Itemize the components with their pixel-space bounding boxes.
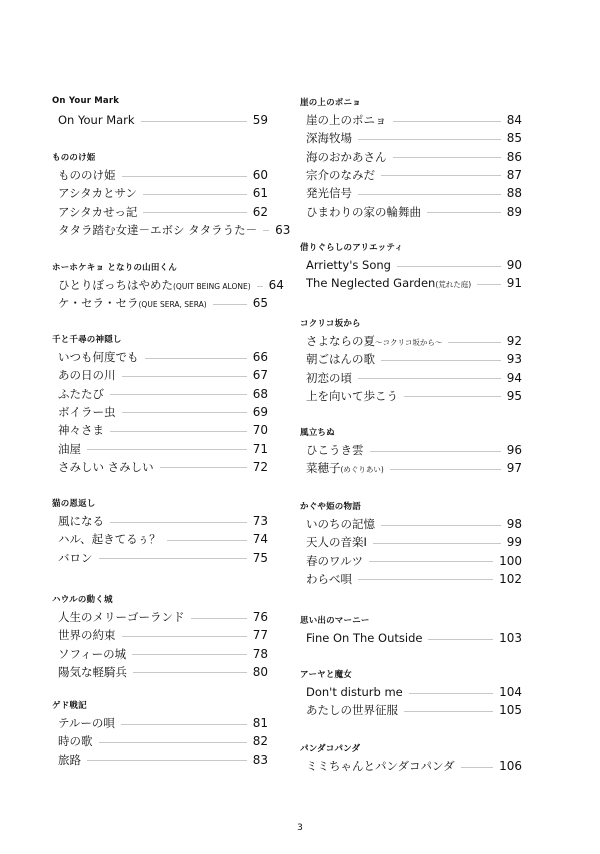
entry-title-text: さみしい さみしい <box>58 459 154 474</box>
leader-line <box>122 376 247 377</box>
entry-page-number: 97 <box>506 461 522 476</box>
leader-line <box>381 525 501 526</box>
section-title: ホーホケキョ となりの山田くん <box>52 263 177 273</box>
toc-entry <box>306 369 522 387</box>
entry-title-text: 時の歌 <box>58 734 93 749</box>
entry-title <box>58 277 251 293</box>
toc-entry <box>58 421 268 439</box>
entry-page-number: 65 <box>252 296 268 311</box>
entry-title <box>58 664 127 680</box>
entry-title-text: バロン <box>58 550 93 565</box>
toc-entry <box>58 184 268 202</box>
entry-title-text: 朝ごはんの歌 <box>306 352 375 367</box>
toc-entry <box>306 701 522 719</box>
leader-line <box>191 618 247 619</box>
leader-line <box>121 724 247 725</box>
entry-title <box>306 351 375 367</box>
entry-title-text: 天人の音楽Ⅰ <box>306 535 367 550</box>
leader-line <box>110 431 247 432</box>
entry-title-text: ケ・セラ・セラ <box>58 296 139 311</box>
entry-page-number: 72 <box>252 459 268 474</box>
entry-title-text: 陽気な軽騎兵 <box>58 664 127 679</box>
section-title: 千と千尋の神隠し <box>52 335 122 345</box>
leader-line <box>358 194 501 195</box>
leader-line <box>393 157 501 158</box>
entry-title-text: On Your Mark <box>58 113 135 127</box>
entry-subtitle: (QUIT BEING ALONE) <box>173 282 251 291</box>
entry-title <box>306 112 387 128</box>
toc-entry <box>306 111 522 129</box>
toc-entry <box>58 276 284 294</box>
section-title: 借りぐらしのアリエッティ <box>300 243 404 253</box>
entry-page-number: 85 <box>506 131 522 146</box>
entry-title-text: 深海牧場 <box>306 131 352 146</box>
entry-title-text: ひまわりの家の輪舞曲 <box>306 204 421 219</box>
entry-title <box>306 442 364 458</box>
entry-title-text: 発光信号 <box>306 186 352 201</box>
toc-entry <box>58 221 291 239</box>
toc-entry <box>306 533 522 551</box>
leader-line <box>122 636 247 637</box>
section-title: 猫の恩返し <box>52 499 96 509</box>
entry-title <box>58 646 126 662</box>
leader-line <box>110 522 247 523</box>
entry-page-number: 104 <box>499 685 522 699</box>
leader-line <box>99 558 247 559</box>
entry-page-number: 71 <box>252 441 268 456</box>
leader-line <box>381 360 501 361</box>
entry-title <box>306 204 421 220</box>
toc-entry <box>306 274 522 292</box>
entry-page-number: 63 <box>275 222 291 237</box>
leader-line <box>143 212 246 213</box>
leader-line <box>390 469 501 470</box>
entry-page-number: 69 <box>252 404 268 419</box>
section-title: アーヤと魔女 <box>300 670 352 680</box>
toc-entry <box>58 385 268 403</box>
entry-title <box>58 204 137 220</box>
entry-page-number: 88 <box>506 186 522 201</box>
toc-entry <box>58 645 268 663</box>
section-title: ハウルの動く城 <box>52 595 113 605</box>
entry-title <box>58 367 116 383</box>
entry-page-number: 99 <box>506 535 522 550</box>
entry-title <box>58 715 115 731</box>
leader-line <box>132 654 247 655</box>
entry-page-number: 94 <box>506 370 522 385</box>
leader-line <box>145 358 247 359</box>
entry-title <box>58 733 93 749</box>
entry-title-text: あたしの世界征服 <box>306 703 398 718</box>
entry-page-number: 106 <box>499 759 522 773</box>
leader-line <box>87 760 247 761</box>
entry-title-text: ひとりぼっちはやめた <box>58 278 173 292</box>
leader-line <box>257 286 263 287</box>
entry-title <box>58 441 81 457</box>
leader-line <box>477 284 501 285</box>
entry-page-number: 78 <box>252 646 268 661</box>
entry-page-number: 98 <box>506 517 522 531</box>
entry-title-text: もののけ姫 <box>58 168 116 182</box>
entry-title <box>306 553 363 569</box>
entry-title-text: 風になる <box>58 514 104 528</box>
entry-title-text: いのちの記憶 <box>306 517 375 531</box>
entry-page-number: 73 <box>252 514 268 528</box>
toc-entry <box>58 458 268 476</box>
toc-entry <box>306 570 522 588</box>
leader-line <box>404 396 501 397</box>
section-title: 風立ちぬ <box>300 428 335 438</box>
leader-line <box>358 378 501 379</box>
entry-page-number: 83 <box>252 752 268 767</box>
entry-title-text: 海のおかあさん <box>306 149 387 164</box>
leader-line <box>461 767 494 768</box>
toc-entry <box>58 440 268 458</box>
entry-page-number: 70 <box>252 423 268 438</box>
entry-title-text: 菜穂子 <box>306 461 341 476</box>
leader-line <box>358 579 493 580</box>
leader-line <box>263 230 269 231</box>
entry-title-text: ひこうき雲 <box>306 443 364 457</box>
toc-entry <box>58 294 268 312</box>
entry-page-number: 90 <box>506 258 522 272</box>
section-title: パンダコパンダ <box>300 744 361 754</box>
entry-title-text: 春のワルツ <box>306 553 364 568</box>
entry-title <box>58 386 104 402</box>
toc-entry <box>306 256 522 274</box>
entry-title <box>306 685 403 699</box>
entry-title-text: Don't disturb me <box>306 685 403 699</box>
entry-title <box>306 534 367 550</box>
toc-entry <box>306 515 522 533</box>
toc-entry <box>58 663 268 681</box>
toc-entry <box>58 203 268 221</box>
entry-title-text: The Neglected Garden <box>306 276 436 291</box>
entry-page-number: 103 <box>499 631 522 645</box>
entry-title <box>58 513 104 529</box>
toc-entry <box>306 459 522 477</box>
leader-line <box>393 121 501 122</box>
toc-entry <box>58 549 268 567</box>
entry-page-number: 93 <box>506 352 522 367</box>
section-title: もののけ姫 <box>52 153 96 163</box>
entry-title <box>58 422 104 438</box>
entry-title <box>58 295 207 311</box>
entry-title-text: 世界の約束 <box>58 628 116 643</box>
entry-title-text: あの日の川 <box>58 368 116 383</box>
toc-entry <box>58 403 268 421</box>
toc-entry <box>306 629 522 647</box>
entry-title <box>306 370 352 386</box>
toc-entry <box>306 441 522 459</box>
leader-line <box>122 176 247 177</box>
entry-page-number: 96 <box>506 443 522 457</box>
entry-title <box>306 758 455 774</box>
entry-page-number: 68 <box>252 386 268 401</box>
entry-subtitle: (めぐりあい) <box>340 465 384 475</box>
entry-title <box>58 222 257 238</box>
entry-page-number: 100 <box>499 553 522 568</box>
entry-title-text: アシタカせっ記 <box>58 204 138 219</box>
entry-title <box>58 404 116 420</box>
entry-page-number: 84 <box>506 113 522 127</box>
toc-entry <box>58 111 268 129</box>
entry-subtitle: (QUE SERA, SERA) <box>138 300 207 310</box>
entry-title-text: ハル、起きてるぅ？ <box>58 532 161 547</box>
toc-entry <box>306 552 522 570</box>
entry-title-text: タタラ踏む女達－エボシ タタラうた－ <box>58 222 258 237</box>
entry-page-number: 89 <box>506 204 522 219</box>
toc-entry <box>306 332 522 350</box>
entry-title <box>306 276 471 290</box>
entry-title-text: 宗介のなみだ <box>306 167 375 182</box>
entry-title <box>306 460 384 476</box>
entry-title <box>58 609 185 625</box>
entry-title-text: いつも何度でも <box>58 350 139 364</box>
entry-page-number: 66 <box>252 350 268 364</box>
entry-title <box>58 167 116 183</box>
entry-title-text: ミミちゃんとパンダコパンダ <box>306 759 455 773</box>
entry-page-number: 87 <box>506 167 522 182</box>
entry-title <box>58 550 93 566</box>
entry-subtitle: ～コクリコ坂から～ <box>375 338 443 347</box>
entry-title-text: Arrietty's Song <box>306 258 391 272</box>
toc-entry <box>306 683 522 701</box>
toc-entry <box>58 714 268 732</box>
entry-title-text: ボイラー虫 <box>58 404 116 419</box>
entry-subtitle: (荒れた庭) <box>435 280 472 290</box>
leader-line <box>358 139 501 140</box>
entry-page-number: 67 <box>252 368 268 383</box>
entry-page-number: 74 <box>252 532 268 547</box>
entry-title <box>306 167 375 183</box>
toc-entry <box>58 608 268 626</box>
entry-page-number: 81 <box>252 716 268 730</box>
leader-line <box>167 540 247 541</box>
entry-page-number: 75 <box>252 550 268 565</box>
entry-title-text: Fine On The Outside <box>306 631 423 645</box>
leader-line <box>370 451 501 452</box>
section-title: かぐや姫の物語 <box>300 502 361 512</box>
toc-entry <box>306 184 522 202</box>
entry-title <box>306 702 398 718</box>
leader-line <box>160 467 247 468</box>
entry-title-text: わらべ唄 <box>306 571 352 586</box>
leader-line <box>122 412 247 413</box>
leader-line <box>373 543 501 544</box>
toc-entry <box>58 366 268 384</box>
page-number: 3 <box>297 823 303 833</box>
leader-line <box>213 304 247 305</box>
leader-line <box>369 561 493 562</box>
entry-page-number: 59 <box>252 113 268 127</box>
section-title: On Your Mark <box>52 96 120 106</box>
leader-line <box>143 194 247 195</box>
entry-title <box>58 459 154 475</box>
toc-entry <box>306 350 522 368</box>
toc-entry <box>58 732 268 750</box>
entry-title-text: アシタカとサン <box>58 186 138 201</box>
entry-title <box>306 185 352 201</box>
toc-entry <box>306 148 522 166</box>
entry-page-number: 64 <box>268 278 284 292</box>
entry-page-number: 76 <box>252 610 268 624</box>
entry-page-number: 105 <box>499 703 522 718</box>
entry-title <box>306 388 398 404</box>
toc-entry <box>306 129 522 147</box>
entry-title-text: ふたたび <box>58 386 104 401</box>
entry-title <box>306 258 391 272</box>
entry-title-text: 人生のメリーゴーランド <box>58 610 185 624</box>
entry-title-text: 旅路 <box>58 752 81 767</box>
toc-entry <box>58 166 268 184</box>
toc-entry <box>306 166 522 184</box>
entry-title <box>306 516 375 532</box>
section-title: 崖の上のポニョ <box>300 98 361 108</box>
leader-line <box>99 742 247 743</box>
entry-title <box>58 752 81 768</box>
toc-entry <box>58 348 268 366</box>
entry-page-number: 77 <box>252 628 268 643</box>
entry-title-text: 崖の上のポニョ <box>306 113 387 127</box>
leader-line <box>141 121 247 122</box>
section-title: コクリコ坂から <box>300 319 361 329</box>
leader-line <box>87 449 247 450</box>
entry-title <box>58 627 116 643</box>
entry-title <box>58 349 139 365</box>
leader-line <box>397 266 501 267</box>
leader-line <box>448 342 500 343</box>
leader-line <box>409 693 493 694</box>
entry-title-text: さよならの夏 <box>306 334 375 348</box>
toc-entry <box>306 387 522 405</box>
entry-page-number: 86 <box>506 149 522 164</box>
entry-page-number: 92 <box>506 334 522 348</box>
entry-title <box>58 185 137 201</box>
entry-page-number: 102 <box>499 571 522 586</box>
leader-line <box>427 212 501 213</box>
entry-title-text: テルーの唄 <box>58 716 115 730</box>
leader-line <box>428 639 493 640</box>
entry-page-number: 80 <box>252 664 268 679</box>
entry-title <box>58 113 135 127</box>
entry-page-number: 60 <box>252 168 268 182</box>
leader-line <box>133 672 247 673</box>
leader-line <box>381 175 501 176</box>
entry-title <box>58 531 161 547</box>
toc-entry <box>58 530 268 548</box>
section-title: ゲド戦記 <box>52 701 87 711</box>
entry-title-text: 油屋 <box>58 441 81 456</box>
leader-line <box>110 394 247 395</box>
toc-entry <box>58 626 268 644</box>
toc-entry <box>306 757 522 775</box>
toc-entry <box>58 751 268 769</box>
section-title: 思い出のマーニー <box>300 616 370 626</box>
entry-title-text: 上を向いて歩こう <box>306 388 398 403</box>
leader-line <box>404 711 493 712</box>
entry-page-number: 62 <box>252 204 268 219</box>
entry-page-number: 91 <box>506 276 522 291</box>
entry-title-text: ソフィーの城 <box>58 646 127 661</box>
toc-entry <box>58 512 268 530</box>
entry-title-text: 初恋の頃 <box>306 370 352 385</box>
entry-page-number: 82 <box>252 734 268 749</box>
entry-title <box>306 333 442 349</box>
toc-entry <box>306 203 522 221</box>
entry-title <box>306 149 387 165</box>
entry-page-number: 61 <box>252 186 268 201</box>
entry-title <box>306 571 352 587</box>
entry-page-number: 95 <box>506 388 522 403</box>
entry-title <box>306 130 352 146</box>
entry-title-text: 神々さま <box>58 423 104 438</box>
entry-title <box>306 631 422 645</box>
